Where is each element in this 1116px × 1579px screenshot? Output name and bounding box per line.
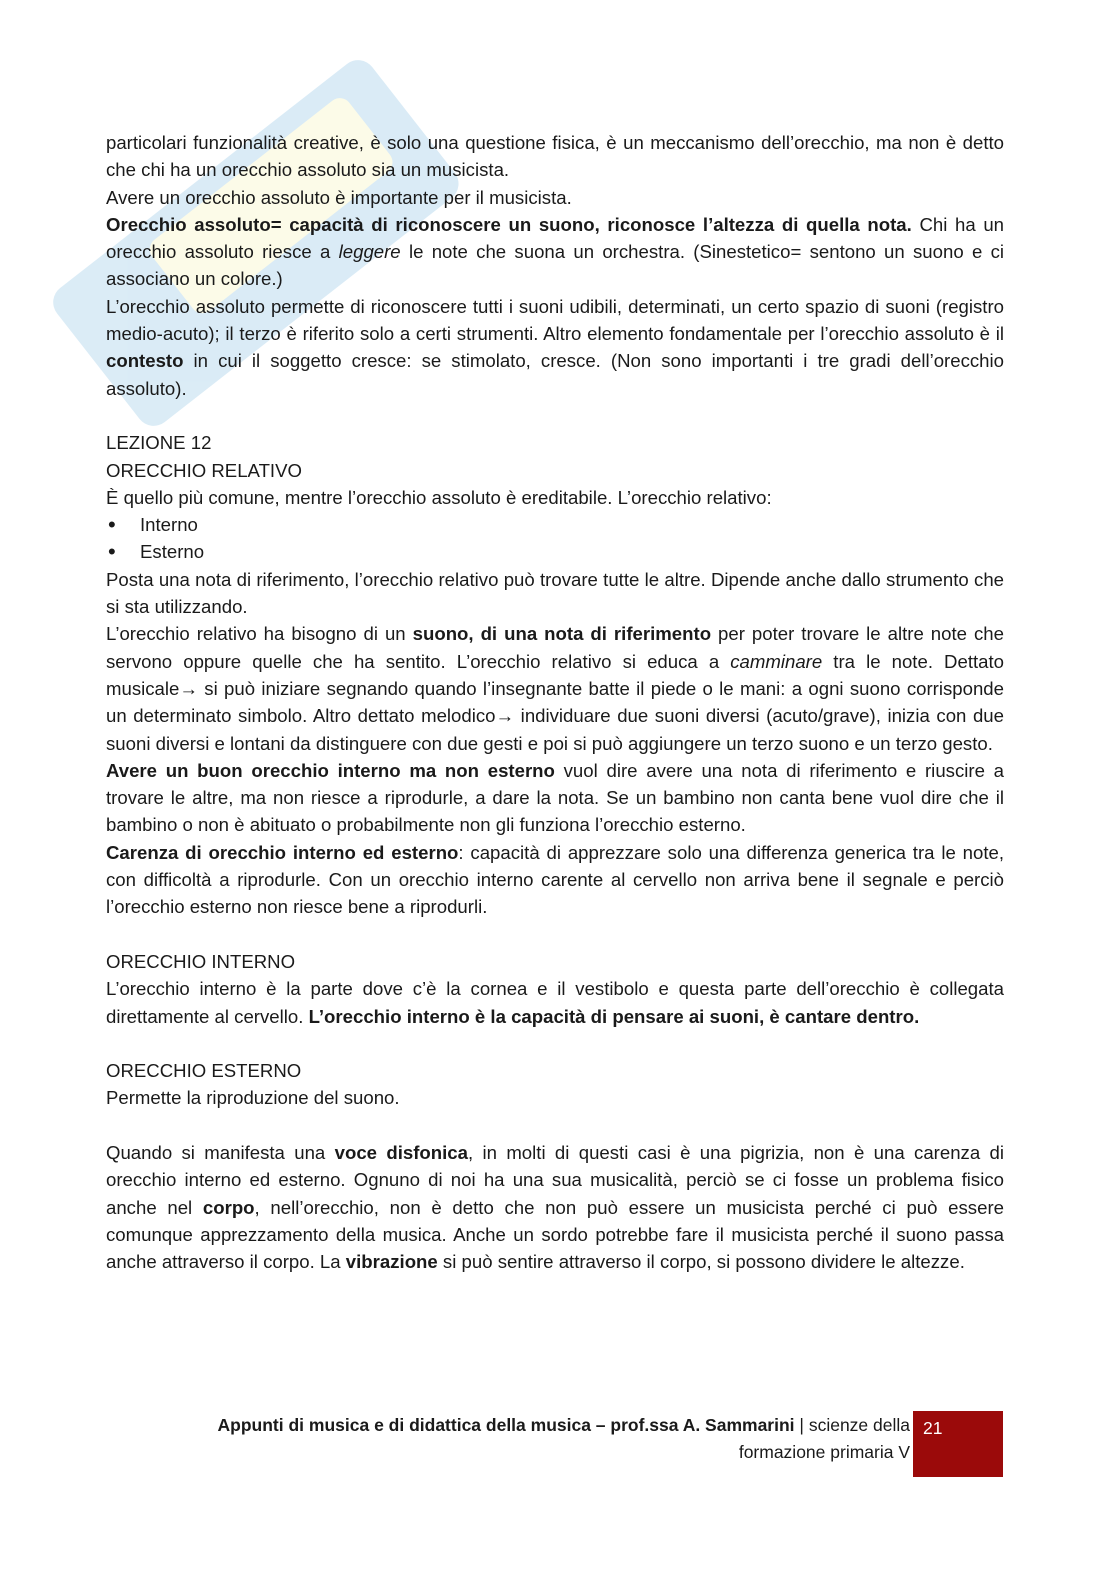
section-heading: ORECCHIO ESTERNO xyxy=(106,1060,302,1082)
bold-text: L’orecchio interno è la capacità di pensare ai suoni, è cantare dentro. xyxy=(308,1005,920,1027)
bold-text: vibrazione xyxy=(345,1251,438,1273)
paragraph: Permette la riproduzione del suono. xyxy=(106,1087,400,1109)
section-heading: ORECCHIO RELATIVO xyxy=(106,459,302,481)
lesson-heading: LEZIONE 12 xyxy=(106,432,212,454)
list-item: • Esterno xyxy=(106,538,1004,565)
bullet-list xyxy=(106,511,1004,566)
paragraph: Posta una nota di riferimento, l’orecchio relativo può trovare tutte le altre. Dipende anche dallo strumento che si sta utilizzando. xyxy=(106,568,1004,618)
paragraph: È quello più comune, mentre l’orecchio assoluto è ereditabile. L’orecchio relativo: xyxy=(106,486,772,508)
paragraph: L’orecchio assoluto permette di riconoscere tutti i suoni udibili, determinati, un certo spazio di suoni (registro medio-acuto); il terzo è riferito solo a certi strumenti. Altro elemento fondamentale per l’orecchio assoluto è il contesto in cui il soggetto cresce: se stimolato, cresce. (Non sono importanti i tre gradi dell’orecchio assoluto). xyxy=(106,295,1004,399)
footer-course-line2: formazione primaria V xyxy=(738,1442,910,1462)
bold-text: Avere un buon orecchio interno ma non esterno xyxy=(106,759,555,781)
bold-text: voce disfonica xyxy=(334,1141,468,1163)
italic-text: camminare xyxy=(730,650,823,672)
italic-text: leggere xyxy=(338,241,401,263)
list-item: • Interno xyxy=(106,511,1004,538)
document-body xyxy=(106,129,1004,1275)
footer-title: Appunti di musica e di didattica della musica – prof.ssa A. Sammarini xyxy=(217,1415,795,1435)
paragraph: Orecchio assoluto= capacità di riconoscere un suono, riconosce l’altezza di quella nota. Chi ha un orecchio assoluto riesce a leggere le note che suona un orchestra. (Sinestetico= sentono un suono e ci associano un colore.) xyxy=(106,213,1005,290)
bold-text: Carenza di orecchio interno ed esterno xyxy=(106,841,459,863)
bold-text: Orecchio assoluto= capacità di riconoscere un suono, riconosce l’altezza di quella nota. xyxy=(106,213,912,235)
bold-text: corpo xyxy=(202,1196,255,1218)
paragraph: L’orecchio interno è la parte dove c’è la cornea e il vestibolo e questa parte dell’orecchio è collegata direttamente al cervello. L’orecchio interno è la capacità di pensare ai suoni, è cantare dentro. xyxy=(106,978,1004,1027)
paragraph: Carenza di orecchio interno ed esterno: capacità di apprezzare solo una differenza generica tra le note, con difficoltà a riprodurle. Con un orecchio interno carente al cervello non arriva bene il segnale e perciò l’orecchio esterno non riesce bene a riprodurli. xyxy=(106,841,1004,918)
paragraph: particolari funzionalità creative, è solo una questione fisica, è un meccanismo dell’orecchio, ma non è detto che chi ha un orecchio assoluto sia un musicista. xyxy=(106,132,1004,181)
bold-text: contesto xyxy=(106,350,184,372)
bold-text: suono, di una nota di riferimento xyxy=(412,623,712,645)
footer-course: scienze della xyxy=(808,1415,910,1435)
paragraph: Quando si manifesta una voce disfonica, in molti di questi casi è una pigrizia, non è una carenza di orecchio interno ed esterno. Ognuno di noi ha una sua musicalità, perciò se ci fosse un problema fisico anche nel corpo, nell’orecchio, non è detto che non può essere un musicista perché ci può essere comunque apprezzamento della musica. Anche un sordo potrebbe fare il musicista perché il suono passa anche attraverso il corpo. La vibrazione si può sentire attraverso il corpo, si possono dividere le altezze. xyxy=(106,1141,1004,1273)
page-number: 21 xyxy=(913,1411,1003,1477)
paragraph: Avere un buon orecchio interno ma non esterno vuol dire avere una nota di riferimento e riuscire a trovare le altre, ma non riesce a riprodurle, a dare la nota. Se un bambino non canta bene vuol dire che il bambino o non è abituato o probabilmente non gli funziona l’orecchio esterno. xyxy=(106,759,1004,836)
page-footer: Appunti di musica e di didattica della musica – prof.ssa A. Sammarini | scienze della formazione primaria V xyxy=(170,1412,910,1466)
paragraph: Avere un orecchio assoluto è importante per il musicista. xyxy=(106,186,572,208)
section-heading: ORECCHIO INTERNO xyxy=(106,950,296,972)
paragraph: L’orecchio relativo ha bisogno di un suono, di una nota di riferimento per poter trovare le altre note che servono oppure quelle che ha sentito. L’orecchio relativo si educa a camminare tra le note. Dettato musicale→ si può iniziare segnando quando l’insegnante batte il piede o le mani: a ogni suono corrisponde un determinato simbolo. Altro dettato melodico→ individuare due suoni diversi (acuto/grave), inizia con due suoni diversi e lontani da distinguere con due gesti e poi si può aggiungere un terzo suono e un terzo gesto. xyxy=(106,623,1005,754)
